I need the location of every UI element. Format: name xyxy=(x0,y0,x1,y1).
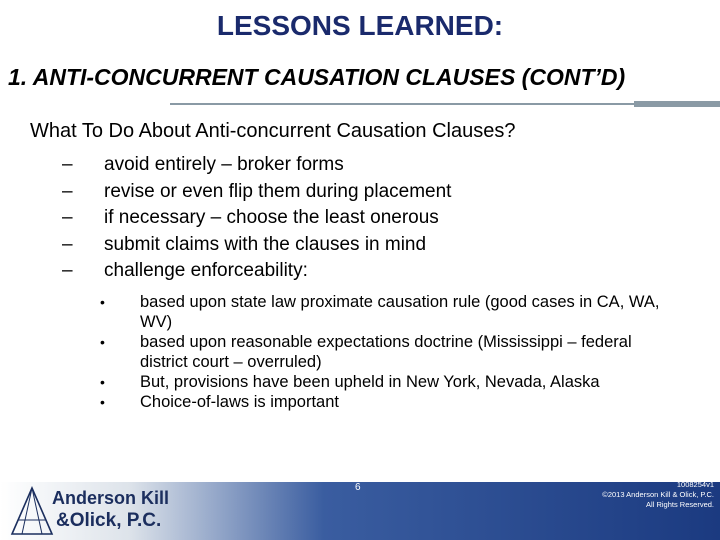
doc-id: 1008254v1 xyxy=(676,480,714,489)
dash-marker: – xyxy=(62,207,73,228)
list-item xyxy=(62,179,451,206)
bullet-list xyxy=(100,292,680,412)
bullet-marker: • xyxy=(100,334,105,350)
list-item xyxy=(62,205,451,232)
page-number: 6 xyxy=(355,482,361,493)
list-item xyxy=(100,372,680,392)
slide-title: LESSONS LEARNED: xyxy=(216,10,504,41)
list-item xyxy=(100,392,680,412)
document-info xyxy=(602,480,714,510)
list-item-text: submit claims with the clauses in mind xyxy=(104,233,427,255)
dash-marker: – xyxy=(62,180,73,202)
divider-accent xyxy=(634,101,720,107)
list-item-text: based upon reasonable expectations doctrine (Mississippi – federal district court – overruled) xyxy=(140,333,632,371)
firm-logo xyxy=(8,484,198,538)
list-item xyxy=(62,258,451,285)
bullet-marker: • xyxy=(100,374,105,390)
dash-marker: – xyxy=(62,233,73,255)
list-item-text: based upon state law proximate causation rule (good cases in CA, WA, WV) xyxy=(140,293,660,331)
copyright-text: ©2013 Anderson Kill & Olick, P.C. xyxy=(602,490,714,499)
list-item-text: if necessary – choose the least onerous xyxy=(104,207,439,228)
bullet-marker: • xyxy=(100,294,105,310)
list-item xyxy=(100,332,680,372)
question-heading: What To Do About Anti-concurrent Causation Clauses? xyxy=(30,120,516,142)
rights-text: All Rights Reserved. xyxy=(646,500,714,509)
list-item-text: challenge enforceability: xyxy=(104,260,308,281)
list-item-text: But, provisions have been upheld in New York, Nevada, Alaska xyxy=(140,373,600,391)
list-item xyxy=(100,292,680,332)
list-item xyxy=(62,232,451,259)
pyramid-logo-icon xyxy=(8,484,56,538)
slide-subtitle: 1. ANTI-CONCURRENT CAUSATION CLAUSES (CONT’D) xyxy=(8,64,626,90)
dash-list xyxy=(62,152,451,285)
dash-marker: – xyxy=(62,154,73,175)
list-item-text: revise or even flip them during placement xyxy=(104,180,452,202)
logo-text-line2: &Olick, P.C. xyxy=(56,510,162,531)
bullet-marker: • xyxy=(100,394,105,410)
dash-marker: – xyxy=(62,260,73,281)
logo-text-line1: Anderson Kill xyxy=(52,488,170,508)
list-item xyxy=(62,152,451,179)
list-item-text: Choice-of-laws is important xyxy=(140,393,339,411)
list-item-text: avoid entirely – broker forms xyxy=(104,154,344,175)
